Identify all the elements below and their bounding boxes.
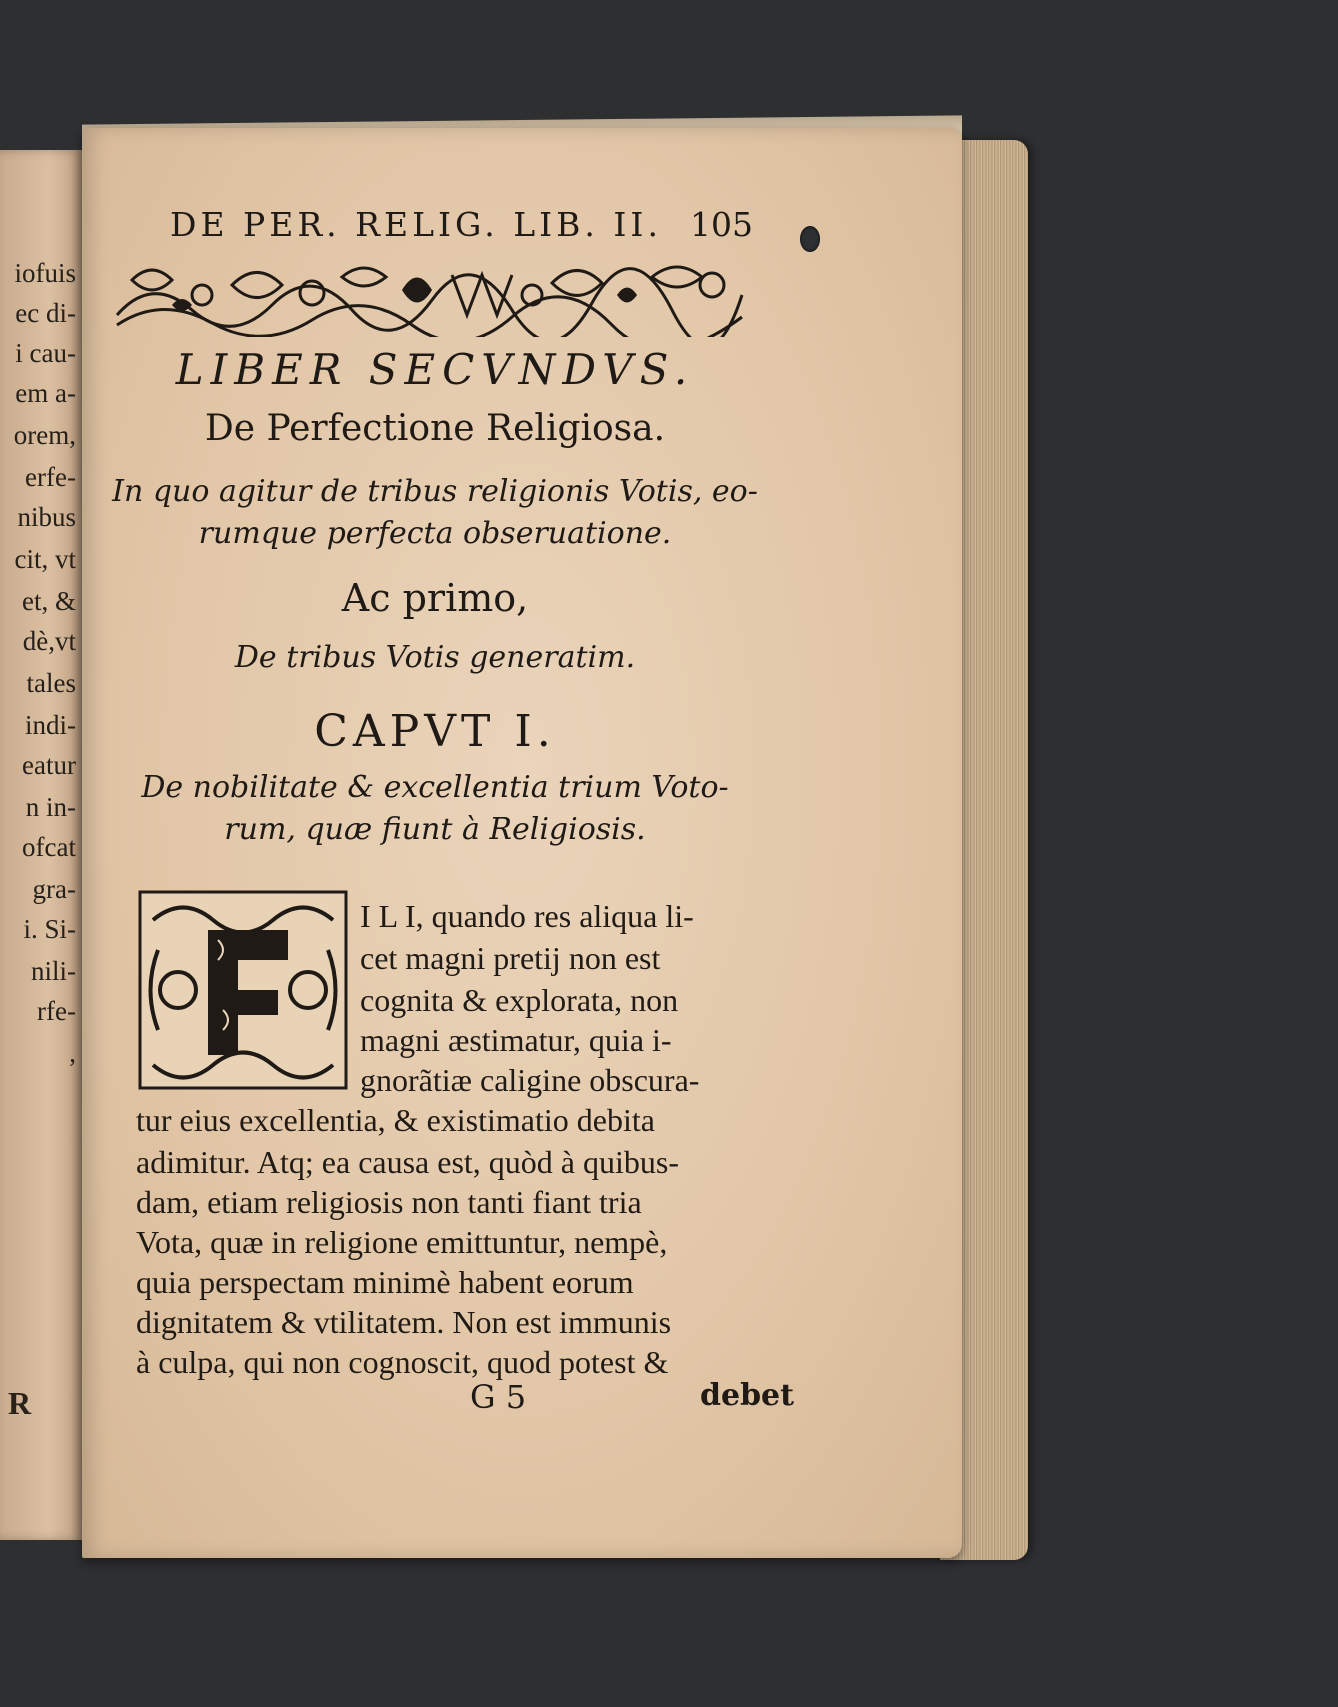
left-page-fragment: eatur xyxy=(22,750,76,780)
left-signature-fragment: R xyxy=(8,1385,32,1421)
chapter-heading: CAPVT I. xyxy=(314,706,556,757)
body-text-line: adimitur. Atq; ea causa est, quòd à quibus- xyxy=(136,1144,679,1180)
left-page-fragment: tales xyxy=(26,668,76,698)
left-page-fragment: i cau- xyxy=(15,338,76,368)
chapter-title-line-1: De nobilitate & excellentia trium Voto- xyxy=(141,770,729,805)
decorated-initial-letter xyxy=(138,890,348,1090)
left-page xyxy=(0,150,82,1540)
left-page-fragment: orem, xyxy=(13,420,76,450)
body-text-line: à culpa, qui non cognoscit, quod potest & xyxy=(136,1344,669,1380)
body-text-line: tur eius excellentia, & existimatio debita xyxy=(136,1102,655,1138)
signature-mark: G 5 xyxy=(470,1378,527,1416)
left-page-fragment: dè,vt xyxy=(22,626,76,656)
left-page-fragment: gra- xyxy=(32,874,76,904)
left-page-fragment: em a- xyxy=(15,378,76,408)
section-title: De tribus Votis generatim. xyxy=(234,640,636,675)
left-page-fragment: , xyxy=(69,1038,76,1068)
left-page-fragment: nibus xyxy=(17,502,76,532)
body-text-line: dignitatem & vtilitatem. Non est immunis xyxy=(136,1304,672,1340)
body-text-line: Vota, quæ in religione emittuntur, nempè, xyxy=(136,1224,668,1260)
left-page-fragment: erfe- xyxy=(25,462,76,492)
page-number: 105 xyxy=(690,205,753,244)
body-text-line: quia perspectam minimè habent eorum xyxy=(136,1264,634,1300)
body-text-line: dam, etiam religiosis non tanti fiant tria xyxy=(136,1184,642,1220)
body-text-line: cet magni pretij non est xyxy=(360,940,661,976)
left-page-fragment: rfe- xyxy=(37,996,76,1026)
body-text-line: I L I, quando res aliqua li- xyxy=(360,898,694,934)
body-text-line: magni æstimatur, quia i- xyxy=(360,1022,672,1058)
left-page-fragment: i. Si- xyxy=(23,914,76,944)
book-subtitle: De Perfectione Religiosa. xyxy=(204,408,666,449)
book-title: LIBER SECVNDVS. xyxy=(175,345,695,394)
running-head-title: DE PER. RELIG. LIB. II. xyxy=(170,205,662,244)
left-page-fragment: iofuis xyxy=(14,258,76,288)
ornamental-headpiece xyxy=(112,255,748,337)
left-page-fragment: nili- xyxy=(31,956,76,986)
left-page-fragment: n in- xyxy=(25,792,76,822)
body-text-line: gnorãtiæ caligine obscura- xyxy=(360,1062,700,1098)
left-page-fragment: cit, vt xyxy=(14,544,76,574)
worm-hole xyxy=(800,226,820,252)
left-page-fragment: indi- xyxy=(25,710,76,740)
ac-primo: Ac primo, xyxy=(341,576,529,620)
intro-line-2: rumque perfecta obseruatione. xyxy=(198,516,672,551)
left-page-fragment: ec di- xyxy=(15,298,76,328)
body-text-line: cognita & explorata, non xyxy=(360,982,679,1018)
left-page-fragment: ofcat xyxy=(22,832,76,862)
intro-line-1: In quo agitur de tribus religionis Votis, eo- xyxy=(112,474,758,509)
chapter-title-line-2: rum, quæ fiunt à Religiosis. xyxy=(224,812,646,847)
running-head xyxy=(170,205,770,244)
left-page-fragment: et, & xyxy=(22,586,76,616)
catchword: debet xyxy=(700,1378,794,1413)
